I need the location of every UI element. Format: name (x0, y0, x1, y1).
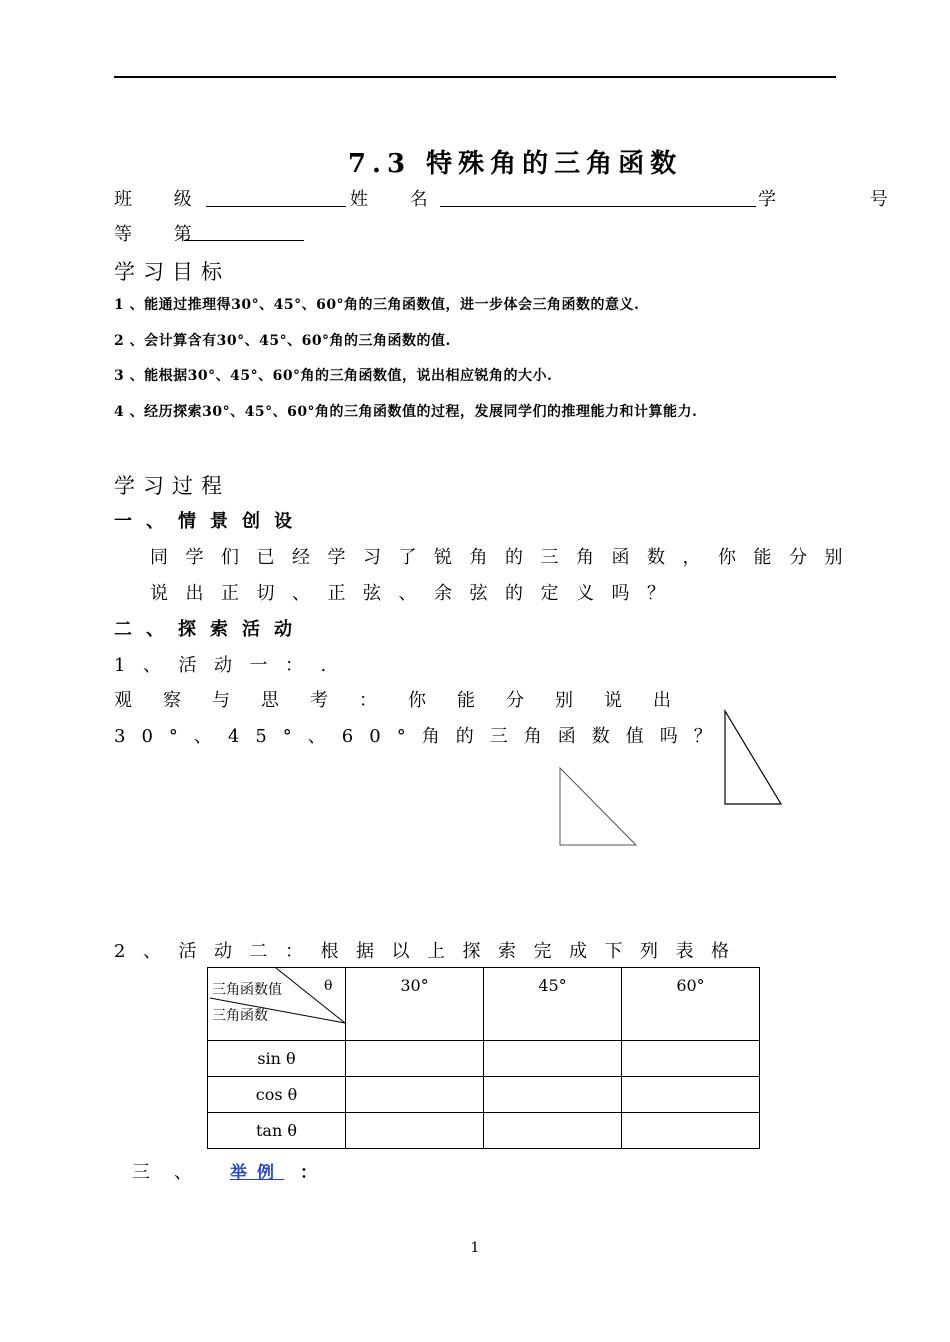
table-cell[interactable] (622, 1077, 760, 1113)
trig-values-table (207, 967, 760, 1149)
column-header: 60° (622, 968, 760, 1041)
table-cell[interactable] (484, 1113, 622, 1149)
process-heading: 学习过程 (114, 474, 230, 498)
table-cell[interactable] (346, 1041, 484, 1077)
row-header: tan θ (208, 1113, 346, 1149)
name-label: 姓 名 (350, 189, 446, 210)
table-cell[interactable] (346, 1113, 484, 1149)
table-cell[interactable] (484, 1077, 622, 1113)
page-number: 1 (470, 1240, 480, 1256)
section-3-title: 三、 (132, 1162, 216, 1183)
section-1-line-1: 同学们已经学习了锐角的三角函数，你能分别 (150, 547, 860, 568)
row-header: sin θ (208, 1041, 346, 1077)
objectives-heading: 学习目标 (114, 260, 230, 284)
page-title: 7.3 特殊角的三角函数 (347, 149, 683, 179)
table-cell[interactable] (622, 1113, 760, 1149)
triangle-30-60-icon (718, 705, 790, 811)
class-field[interactable] (206, 206, 346, 207)
section-1-line-2: 说出正切、正弦、余弦的定义吗？ (150, 583, 683, 604)
example-link-text[interactable]: 举例 (230, 1163, 284, 1183)
section-1-title: 一、情景创设 (114, 511, 306, 532)
section-2-title: 二、探索活动 (114, 619, 306, 640)
objective-item: 1 、能通过推理得30°、45°、60°角的三角函数值，进一步体会三角函数的意义. (114, 297, 640, 313)
corner-bottom-label: 三角函数 (212, 1008, 268, 1024)
name-field[interactable] (440, 206, 756, 207)
grade-field[interactable] (184, 240, 304, 241)
table-cell[interactable] (346, 1077, 484, 1113)
header-rule (114, 76, 836, 78)
objective-item: 3 、能根据30°、45°、60°角的三角函数值，说出相应锐角的大小. (114, 368, 553, 384)
angles-question: 30°、45°、60°角的三角函数值吗？ (114, 726, 728, 747)
section-3-colon: ： (300, 1163, 317, 1183)
table-cell[interactable] (622, 1041, 760, 1077)
column-header: 45° (484, 968, 622, 1041)
objective-item: 2 、会计算含有30°、45°、60°角的三角函数的值. (114, 333, 451, 349)
corner-top-label: 三角函数值 (212, 982, 282, 998)
observe-line: 观察与思考：你能分别说出 (114, 690, 702, 711)
example-link[interactable] (230, 1158, 284, 1183)
student-no-label: 学 号 (758, 189, 932, 210)
corner-theta-label: θ (324, 978, 333, 994)
activity-1: 1、活动一：. (114, 655, 344, 676)
grade-label: 等 第 (114, 224, 210, 245)
table-cell[interactable] (484, 1041, 622, 1077)
activity-2: 2、活动二：根据以上探索完成下列表格 (114, 941, 747, 962)
objective-item: 4 、经历探索30°、45°、60°角的三角函数值的过程，发展同学们的推理能力和计算能力. (114, 404, 698, 420)
table-corner-cell (208, 968, 346, 1041)
row-header: cos θ (208, 1077, 346, 1113)
triangle-45-icon (550, 760, 650, 855)
class-label: 班 级 (114, 189, 210, 210)
column-header: 30° (346, 968, 484, 1041)
